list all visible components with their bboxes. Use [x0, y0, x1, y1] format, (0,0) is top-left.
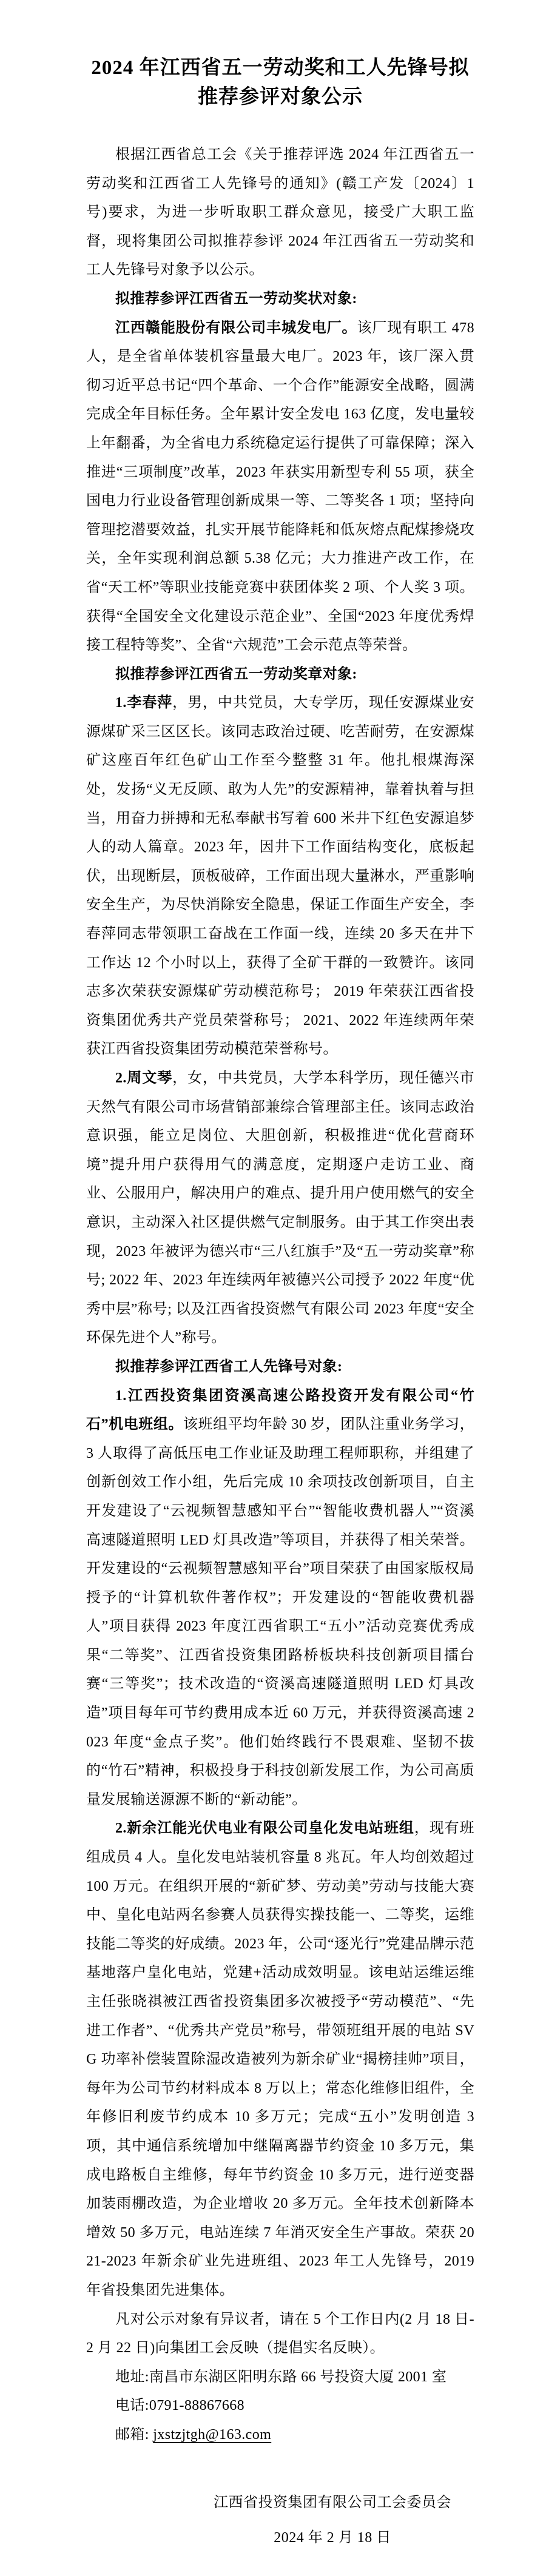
bold-lead-text: 江西赣能股份有限公司丰城发电厂。: [115, 320, 357, 336]
text-run: ，男，中共党员，大专学历，现任安源煤业安源煤矿采三区区长。该同志政治过硬、吃苦耐劳，在安源煤矿这座百年红色矿山工作至今整整 31 年。他扎根煤海深处，发扬“义无反顾、敢为人先”的安源精神，靠着执着与担当，用奋力拼搏和无私奉献书写着 600 米井下红色安源追梦人的动人篇章。2023 年，因井下工作面结构变化，底板起伏，出现断层，顶板破碎，工作面出现大量淋水，严重影响安全生产，为尽快消除安全隐患，保证工作面生产安全，李春萍同志带领职工奋战在工作面一线，连续 20 多天在井下工作达 12 个小时以上，获得了全矿干群的一致赞许。该同志多次荣获安源煤矿劳动模范称号； 2019 年荣获江西省投资集团优秀共产党员荣誉称号； 2021、2022 年连续两年荣获江西省投资集团劳动模范荣誉称号。: [86, 695, 475, 1058]
contact-phone-line: [86, 2392, 474, 2421]
candidate-fengcheng-power-plant: [86, 314, 474, 660]
bold-lead-text: 2.新余江能光伏电业有限公司皇化发电站班组: [115, 1820, 414, 1837]
bold-lead-text: 2.周文琴: [115, 1070, 173, 1086]
document-title-line-1: 2024 年江西省五一劳动奖和工人先锋号拟: [91, 57, 470, 79]
text-run: 该班组平均年龄 30 岁，团队注重业务学习，3 人取得了高低压电工作业证及助理工程师职称，并组建了创新创效工作小组，先后完成 10 余项技改创新项目，自主开发建设了“云视频智慧感知平台”“智能收费机器人”“资溪高速隧道照明 LED 灯具改造”等项目，并获得了相关荣誉。开发建设的“云视频智慧感知平台”项目荣获了由国家版权局授予的“计算机软件著作权”；开发建设的“智能收费机器人”项目获得 2023 年度江西省职工“五小”活动竞赛优秀成果“二等奖”、江西省投资集团路桥板块科技创新项目擂台赛“三等奖”；技术改造的“资溪高速隧道照明 LED 灯具改造”项目每年可节约费用成本近 60 万元，并获得资溪高速 2023 年度“金点子奖”。他们始终践行不畏艰难、坚韧不拔的“竹石”精神，积极投身于科技创新发展工作，为公司高质量发展输送源源不断的“新动能”。: [86, 1417, 474, 1808]
text-run: 凡对公示对象有异议者，请在 5 个工作日内(2 月 18 日-2 月 22 日)向集团工会反映（提倡实名反映）。: [86, 2311, 474, 2356]
text-run: 邮箱:: [115, 2426, 153, 2443]
section-header-labor-award-certificate: [86, 285, 474, 314]
signature-date: 2024 年 2 月 18 日: [274, 2529, 391, 2546]
objection-notice-paragraph: [86, 2306, 474, 2363]
text-run: 地址:南昌市东湖区阳明东路 66 号投资大厦 2001 室: [115, 2369, 447, 2385]
text-run: ，现有班组成员 4 人。皇化发电站装机容量 8 兆瓦。年人均创效超过 100 万元。在组织开展的“新矿梦、劳动美”劳动与技能大赛中、皇化电站两名参赛人员获得实操技能一、二等奖，运维技能二等奖的好成绩。2023 年，公司“逐光行”党建品牌示范基地落户皇化电站，党建+活动成效明显。该电站运维运维主任张晓祺被江西省投资集团多次被授予“劳动模范”、“先进工作者”、“优秀共产党员”称号，带领班组开展的电站 SVG 功率补偿装置除湿改造被列为新余矿业“揭榜挂帅”项目，每年为公司节约材料成本 8 万以上；常态化维修旧组件，全年修旧利废节约成本 10 多万元；完成“五小”发明创造 3 项，其中通信系统增加中继隔离器节约资金 10 多万元，集成电路板自主维修，每年节约资金 10 多万元，进行逆变器加装雨棚改造，为企业增收 20 多万元。全年技术创新降本增效 50 多万元，电站连续 7 年消灭安全生产事故。荣获 2021-2023 年新余矿业先进班组、2023 年工人先锋号，2019 年省投集团先进集体。: [86, 1820, 474, 2298]
document-title: [86, 53, 474, 112]
bold-lead-text: 拟推荐参评江西省五一劳动奖状对象:: [115, 290, 357, 307]
intro-paragraph: [86, 141, 474, 285]
section-header-worker-pioneer: [86, 1353, 474, 1382]
candidate-li-chunping: [86, 689, 474, 1064]
document-body: [86, 141, 474, 2450]
text-run: 根据江西省总工会《关于推荐评选 2024 年江西省五一劳动奖和江西省工人先锋号的通知》(赣工产发〔2024〕1 号)要求，为进一步听取职工群众意见，接受广大职工监督，现将集团公司拟推荐参评 2024 年江西省五一劳动奖和工人先锋号对象予以公示。: [86, 147, 474, 278]
section-header-labor-award-medal: [86, 660, 474, 689]
text-run: 该厂现有职工 478 人，是全省单体装机容量最大电厂。2023 年，该厂深入贯彻习近平总书记“四个革命、一个合作”能源安全战略，圆满完成全年目标任务。全年累计安全发电 163 亿度，发电量较上年翻番，为全省电力系统稳定运行提供了可靠保障；深入推进“三项制度”改革，2023 年获实用新型专利 55 项，获全国电力行业设备管理创新成果一等、二等奖各 1 项；坚持向管理挖潜要效益，扎实开展节能降耗和低灰熔点配煤掺烧攻关，全年实现利润总额 5.38 亿元；大力推进产改工作，在省“天工杯”等职业技能竞赛中获团体奖 2 项、个人奖 3 项。获得“全国安全文化建设示范企业”、全国“2023 年度优秀焊接工程特等奖”、全省“六规范”工会示范点等荣誉。: [86, 320, 474, 654]
contact-address-line: [86, 2363, 474, 2392]
bold-lead-text: 1.李春萍: [115, 695, 173, 711]
bold-lead-text: 拟推荐参评江西省五一劳动奖章对象:: [115, 666, 357, 682]
document-title-line-2: 推荐参评对象公示: [198, 86, 363, 108]
bold-lead-text: 1.江西投资集团资溪高速公路投资开发有限公司“竹石”机电班组。: [86, 1387, 474, 1433]
text-run: ，女，中共党员，大学本科学历，现任德兴市天然气有限公司市场营销部兼综合管理部主任。该同志政治意识强，能立足岗位、大胆创新，积极推进“优化营商环境”提升用户获得用气的满意度，定期逐户走访工业、商业、公服用户，解决用户的难点、提升用户使用燃气的安全意识，主动深入社区提供燃气定制服务。由于其工作突出表现，2023 年被评为德兴市“三八红旗手”及“五一劳动奖章”称号; 2022 年、2023 年连续两年被德兴公司授予 2022 年度“优秀中层”称号; 以及江西省投资燃气有限公司 2023 年度“安全环保先进个人”称号。: [86, 1070, 475, 1346]
candidate-zhou-wenqin: [86, 1064, 474, 1353]
bold-lead-text: 拟推荐参评江西省工人先锋号对象:: [115, 1358, 343, 1375]
candidate-zhushi-electromechanical-team: [86, 1382, 474, 1815]
text-run: 电话:0791-88867668: [115, 2398, 245, 2414]
email-link[interactable]: jxstzjtgh@163.com: [153, 2426, 272, 2443]
signature-block: [205, 2485, 460, 2555]
contact-email-line: [86, 2421, 474, 2450]
candidate-huanghua-power-station-team: [86, 1814, 474, 2305]
signature-organization: 江西省投资集团有限公司工会委员会: [214, 2494, 451, 2511]
